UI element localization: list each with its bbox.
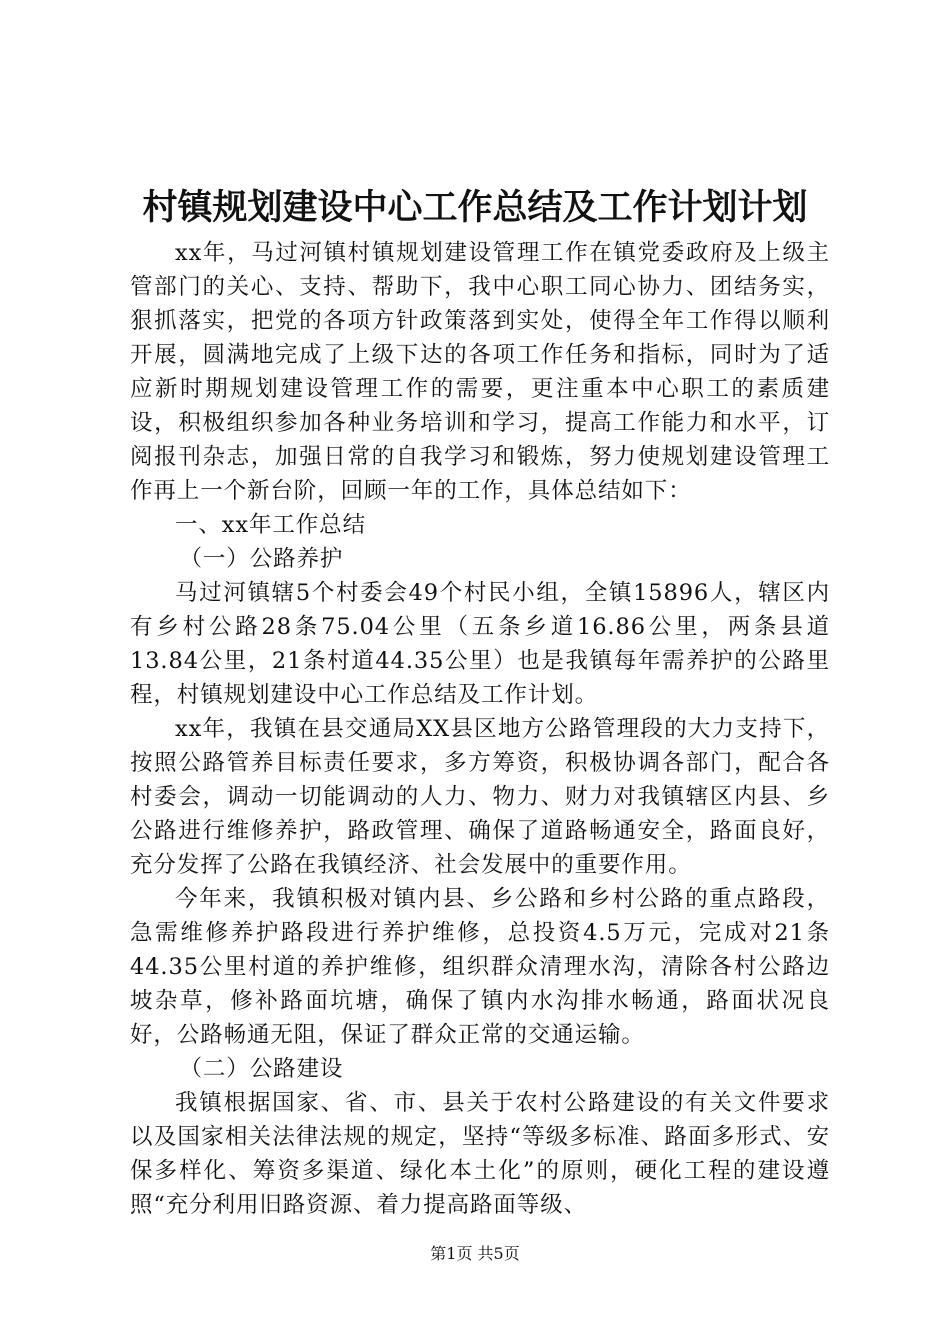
maintenance-support-paragraph: xx年，我镇在县交通局XX县区地方公路管理段的大力支持下，按照公路管养目标责任要求，多方筹资，积极协调各部门，配合各村委会，调动一切能调动的人力、物力、财力对我镇辖区内县、乡公路进行维修养护，路政管理、确保了道路畅通安全，路面良好，充分发挥了公路在我镇经济、社会发展中的重要作用。 xyxy=(130,716,830,878)
document-body xyxy=(130,236,830,1222)
subsection-heading-road-construction: （二）公路建设 xyxy=(179,1056,344,1082)
road-network-paragraph: 马过河镇辖5个村委会49个村民小组，全镇15896人，辖区内有乡村公路28条75.04公里（五条乡道16.86公里，两条县道13.84公里，21条村道44.35公里）也是我镇每年需养护的公路里程，村镇规划建设中心工作总结及工作计划。 xyxy=(130,580,830,708)
document-title: 村镇规划建设中心工作总结及工作计划计划 xyxy=(142,187,808,228)
maintenance-results-paragraph: 今年来，我镇积极对镇内县、乡公路和乡村公路的重点路段，急需维修养护路段进行养护维修，总投资4.5万元，完成对21条44.35公里村道的养护维修，组织群众清理水沟，清除各村公路边坡杂草，修补路面坑塘，确保了镇内水沟排水畅通，路面状况良好，公路畅通无阻，保证了群众正常的交通运输。 xyxy=(130,886,830,1048)
subsection-heading-road-maintenance: （一）公路养护 xyxy=(179,546,344,572)
section-heading: 一、xx年工作总结 xyxy=(175,512,366,538)
intro-paragraph: xx年，马过河镇村镇规划建设管理工作在镇党委政府及上级主管部门的关心、支持、帮助下，我中心职工同心协力、团结务实，狠抓落实，把党的各项方针政策落到实处，使得全年工作得以顺利开展，圆满地完成了上级下达的各项工作任务和指标，同时为了适应新时期规划建设管理工作的需要，更注重本中心职工的素质建设，积极组织参加各种业务培训和学习，提高工作能力和水平，订阅报刊杂志，加强日常的自我学习和锻炼，努力使规划建设管理工作再上一个新台阶，回顾一年的工作，具体总结如下： xyxy=(130,240,830,504)
road-construction-paragraph: 我镇根据国家、省、市、县关于农村公路建设的有关文件要求以及国家相关法律法规的规定，坚持“等级多标准、路面多形式、安保多样化、筹资多渠道、绿化本土化”的原则，硬化工程的建设遵照“充分利用旧路资源、着力提高路面等级、 xyxy=(130,1090,830,1218)
page-footer: 第1页 共5页 xyxy=(430,1244,520,1263)
